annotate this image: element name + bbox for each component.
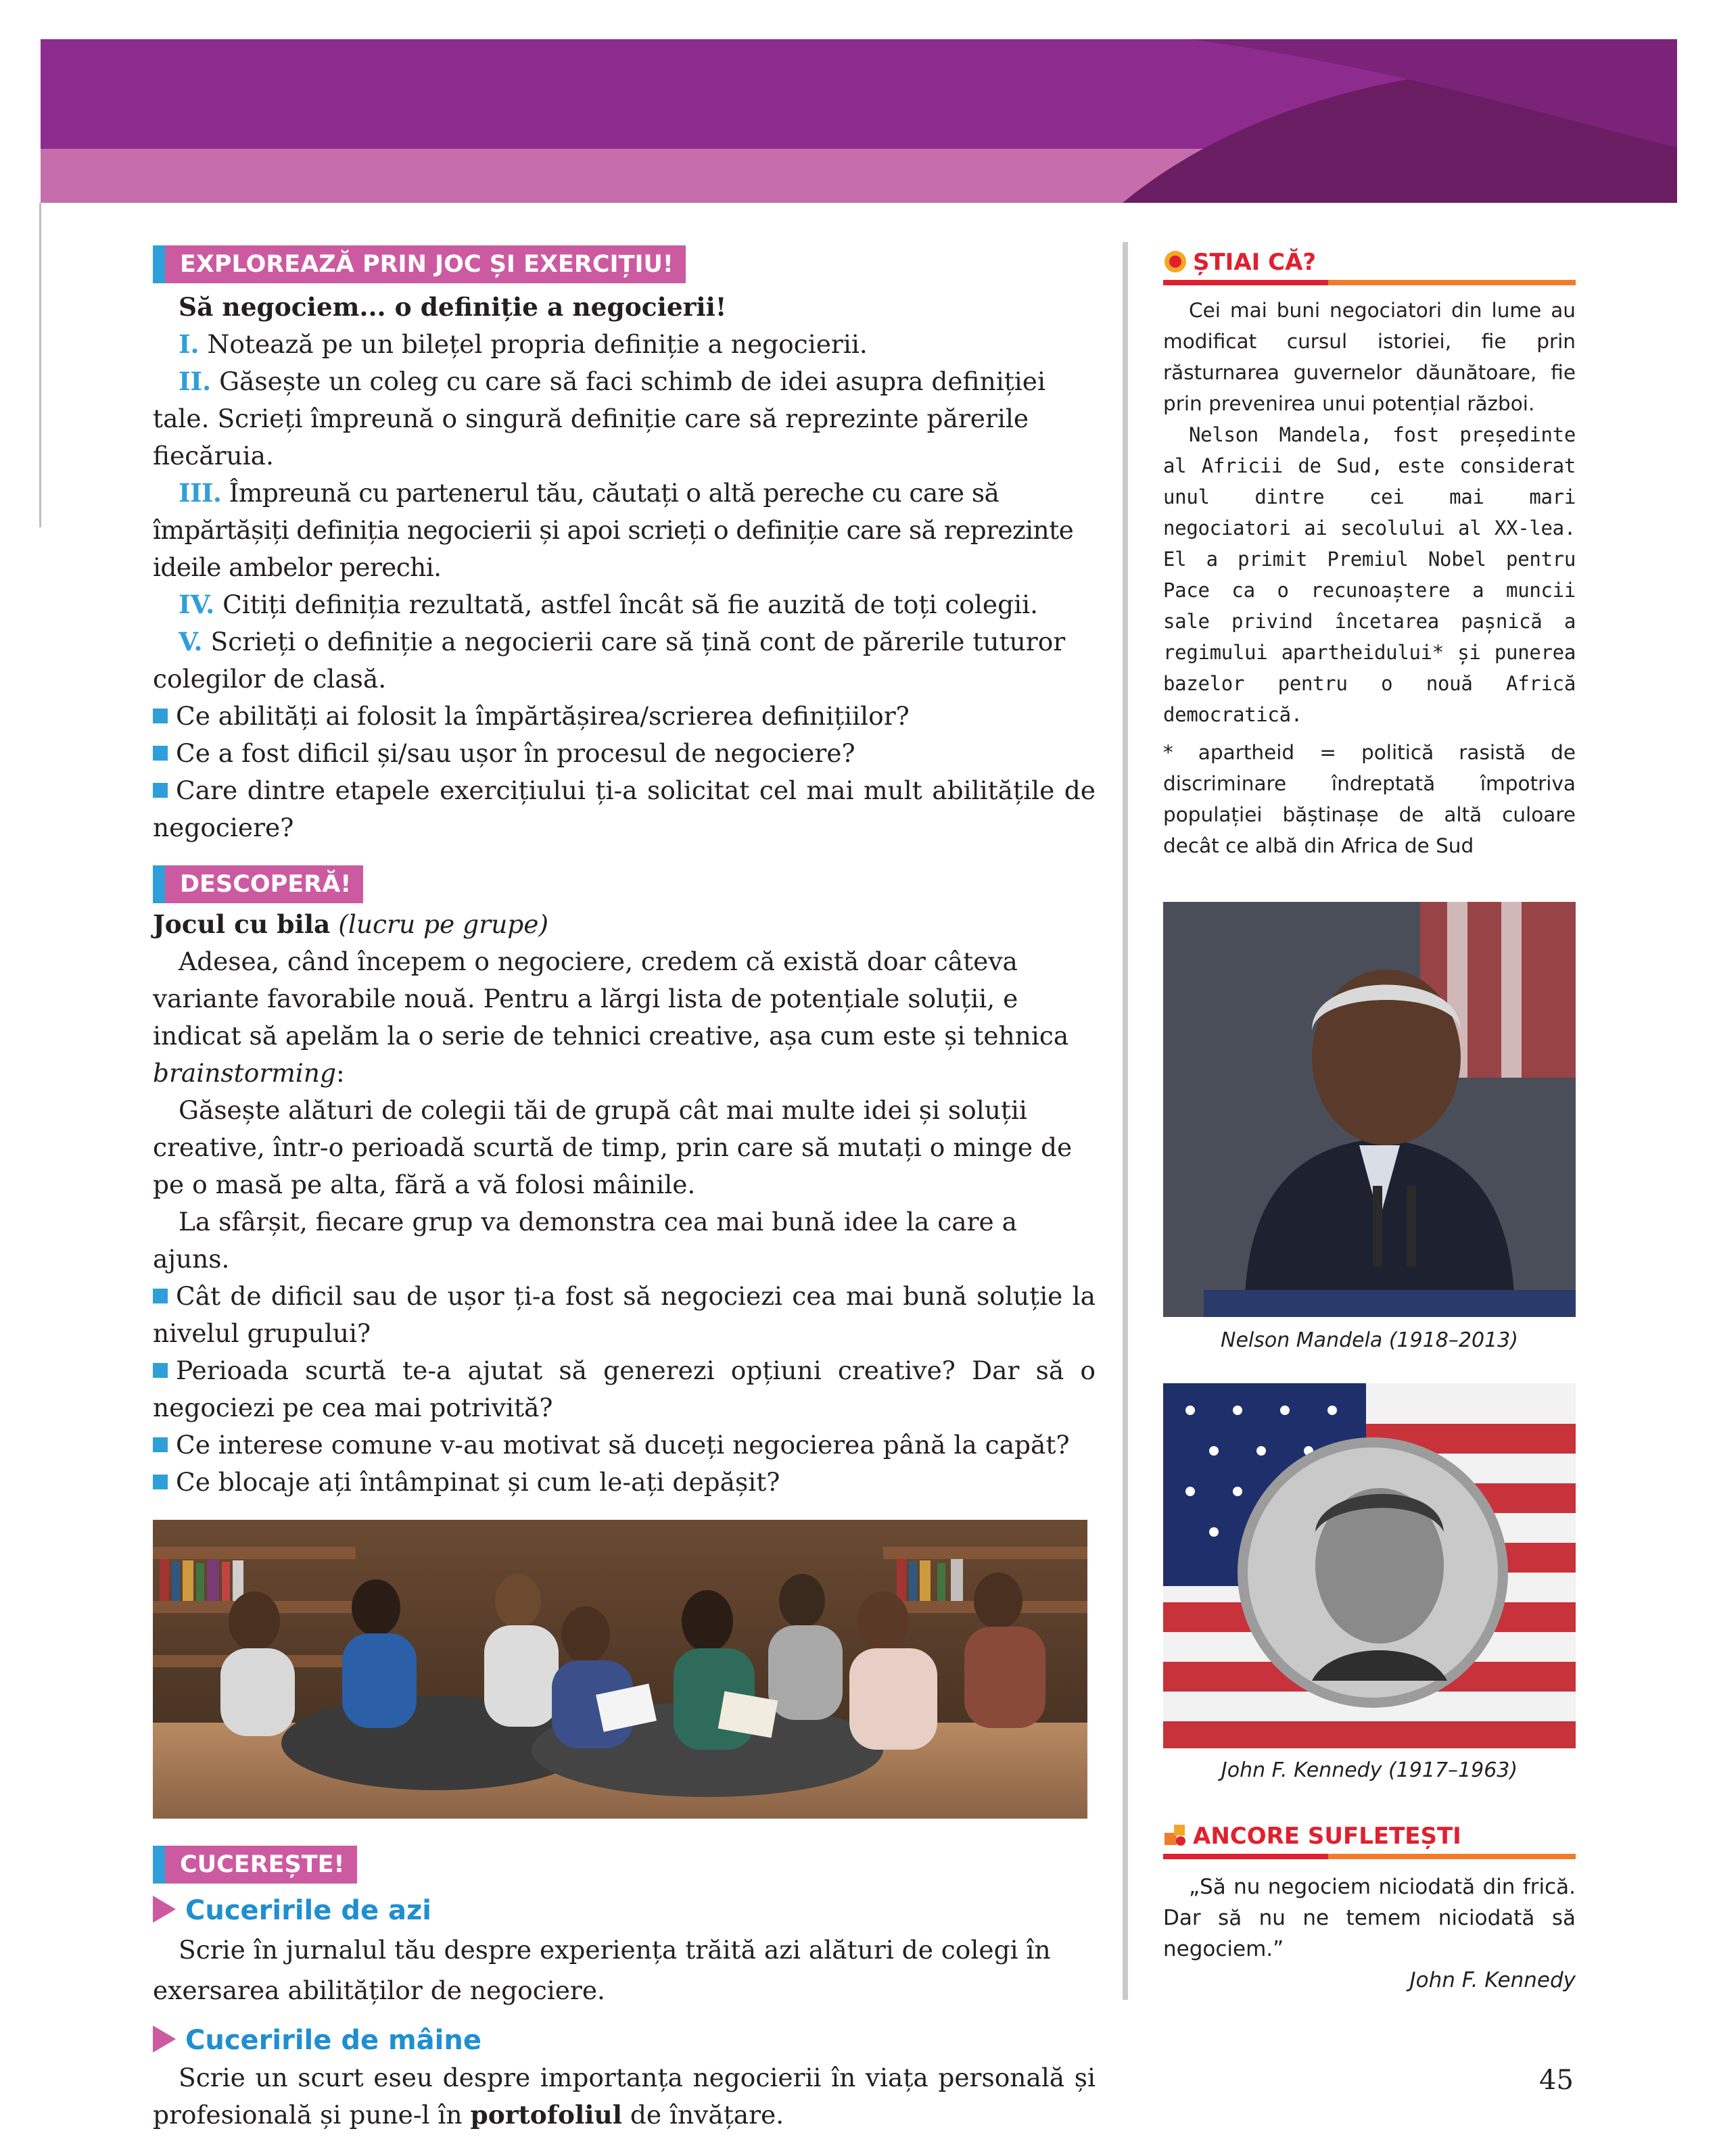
bullet-square-icon	[153, 1475, 168, 1489]
text-bold: portofoliul	[470, 2100, 622, 2130]
text-run: Adesea, când începem o negociere, credem că există doar câteva variante favorabile nouă. Pentru a lărgi lista de potențiale soluții, e indicat să apelăm la o serie de tehnici creative, așa cum este și tehnica	[153, 947, 1069, 1051]
question-item	[153, 698, 1096, 735]
title-underline	[1163, 1854, 1576, 1859]
question-text: Care dintre etapele exercițiului ți-a solicitat cel mai mult abilitățile de negociere?	[153, 775, 1096, 842]
sidebar-para-1: Cei mai buni negociatori din lume au modificat cursul istoriei, fie prin răsturnarea guvernelor dăunătoare, fie prin prevenirea unui potențial război.	[1163, 299, 1576, 415]
bullet-square-icon	[153, 746, 168, 761]
column-divider	[1123, 242, 1128, 2000]
bullet-square-icon	[153, 1363, 168, 1378]
discover-para-2: Găsește alături de colegii tăi de grupă cât mai multe idei și soluții creative, într-o perioadă scurtă de timp, prin care să mutați o minge de pe o masă pe alta, fără a vă folosi mâinile.	[153, 1095, 1073, 1199]
tomorrow-text	[153, 2059, 1096, 2134]
title-underline	[1163, 280, 1576, 285]
main-column	[153, 245, 1096, 2134]
puzzle-icon	[1163, 1823, 1187, 1848]
tomorrow-title-text: Cuceririle de mâine	[185, 2025, 481, 2056]
question-text: Ce blocaje ați întâmpinat și cum le-ați depășit?	[176, 1467, 780, 1497]
step-2	[153, 363, 1096, 475]
bullet-square-icon	[153, 709, 168, 723]
step-number: III.	[179, 478, 222, 508]
question-item	[153, 735, 1096, 772]
question-item	[153, 1352, 1096, 1427]
step-text: Notează pe un bilețel propria definiție a negocierii.	[207, 329, 868, 359]
step-text: Găsește un coleg cu care să faci schimb de idei asupra definiției tale. Scrieți împreună o singură definiție care să reprezinte părerile fiecăruia.	[153, 366, 1045, 471]
left-margin-rule	[39, 203, 41, 527]
sidebar-para-2: Nelson Mandela, fost președinte al Africii de Sud, este considerat unul dintre cei mai mari negociatori ai secolului al XX-lea. El a primit Premiul Nobel pentru Pace ca o recunoaștere a muncii sale privind încetarea pașnică a regimului apartheidului* și punerea bazelor pentru o nouă Africă democratică.	[1163, 423, 1576, 726]
anchors-title	[1163, 1819, 1576, 1854]
page-number: 45	[1539, 2065, 1574, 2096]
kennedy-quote: „Să nu negociem niciodată din frică. Dar să nu ne temem niciodată să negociem.”	[1163, 1875, 1576, 1961]
question-text: Ce interese comune v-au motivat să duceți negocierea până la capăt?	[176, 1430, 1070, 1460]
bullet-square-icon	[153, 1437, 168, 1452]
students-group-photo	[153, 1520, 1087, 1819]
text-emphasis: brainstorming	[153, 1058, 336, 1088]
did-you-know-title	[1163, 245, 1576, 280]
kennedy-caption: John F. Kennedy (1917–1963)	[1221, 1758, 1518, 1782]
today-title	[153, 1892, 1096, 1930]
did-you-know-title-text: ȘTIAI CĂ?	[1193, 249, 1317, 276]
sidebar-footnote: * apartheid = politică rasistă de discriminare îndreptată împotriva populației băștinașe de altă culoare decât ce albă din Africa de Sud	[1163, 741, 1576, 857]
question-text: Ce a fost dificil și/sau ușor în procesul de negociere?	[176, 738, 855, 768]
john-kennedy-photo	[1163, 1383, 1576, 1748]
step-1	[153, 326, 1096, 363]
quote-author: John F. Kennedy	[1409, 1968, 1576, 1992]
question-text: Perioada scurtă te-a ajutat să generezi opțiuni creative? Dar să o negociezi pe cea mai potrivită?	[153, 1356, 1096, 1422]
anchors-title-text: ANCORE SUFLETEȘTI	[1193, 1823, 1461, 1850]
step-number: II.	[179, 366, 212, 396]
discover-para-1	[153, 943, 1096, 1092]
triangle-arrow-icon	[153, 1896, 176, 1923]
triangle-arrow-icon	[153, 2026, 176, 2053]
nelson-mandela-photo	[1163, 902, 1576, 1317]
explore-tag: EXPLOREAZĂ PRIN JOC ȘI EXERCIȚIU!	[153, 245, 686, 283]
sun-icon	[1163, 249, 1187, 274]
question-item	[153, 1464, 1096, 1501]
step-4	[153, 586, 1096, 623]
step-5	[153, 623, 1096, 698]
discover-title	[153, 906, 1096, 943]
discover-title-text: Jocul cu bila	[153, 909, 331, 939]
today-text: Scrie în jurnalul tău despre experiența trăită azi alături de colegi în exersarea abilităților de negociere.	[153, 1935, 1051, 2005]
explore-title: Să negociem... o definiție a negocierii!	[179, 292, 727, 322]
text-run: :	[335, 1058, 345, 1088]
question-text: Ce abilități ai folosit la împărtășirea/scrierea definițiilor?	[176, 701, 910, 731]
header-banner	[41, 39, 1677, 203]
step-number: I.	[179, 329, 199, 359]
discover-title-note: (lucru pe grupe)	[338, 909, 549, 939]
question-item	[153, 772, 1096, 846]
question-text: Cât de dificil sau de ușor ți-a fost să negociezi cea mai bună soluție la nivelul grupului?	[153, 1281, 1096, 1348]
step-text: Scrieți o definiție a negocierii care să țină cont de părerile tuturor colegilor de clasă.	[153, 627, 1066, 694]
tomorrow-title	[153, 2021, 1096, 2059]
step-text: Împreună cu partenerul tău, căutați o altă pereche cu care să împărtășiți definiția negocierii și apoi scrieți o definiție care să reprezinte ideile ambelor perechi.	[153, 478, 1074, 582]
conquer-tag: CUCEREȘTE!	[153, 1846, 357, 1884]
discover-tag: DESCOPERĂ!	[153, 865, 363, 903]
step-text: Citiți definiția rezultată, astfel încât să fie auzită de toți colegii.	[222, 590, 1039, 619]
step-number: V.	[179, 627, 203, 656]
text-run: Scrie un scurt eseu despre importanța negocierii în viața personală și profesională și pune-l în	[153, 2063, 1096, 2130]
header-graphic	[41, 39, 1677, 203]
mandela-caption: Nelson Mandela (1918–2013)	[1221, 1328, 1518, 1352]
question-item	[153, 1278, 1096, 1352]
discover-para-3: La sfârșit, fiecare grup va demonstra cea mai bună idee la care a ajuns.	[153, 1207, 1018, 1274]
question-item	[153, 1427, 1096, 1464]
sidebar	[1163, 245, 1576, 1996]
step-3	[153, 475, 1096, 586]
step-number: IV.	[179, 590, 215, 619]
text-run: de învățare.	[621, 2100, 784, 2130]
bullet-square-icon	[153, 783, 168, 798]
today-title-text: Cuceririle de azi	[185, 1895, 431, 1926]
bullet-square-icon	[153, 1289, 168, 1303]
